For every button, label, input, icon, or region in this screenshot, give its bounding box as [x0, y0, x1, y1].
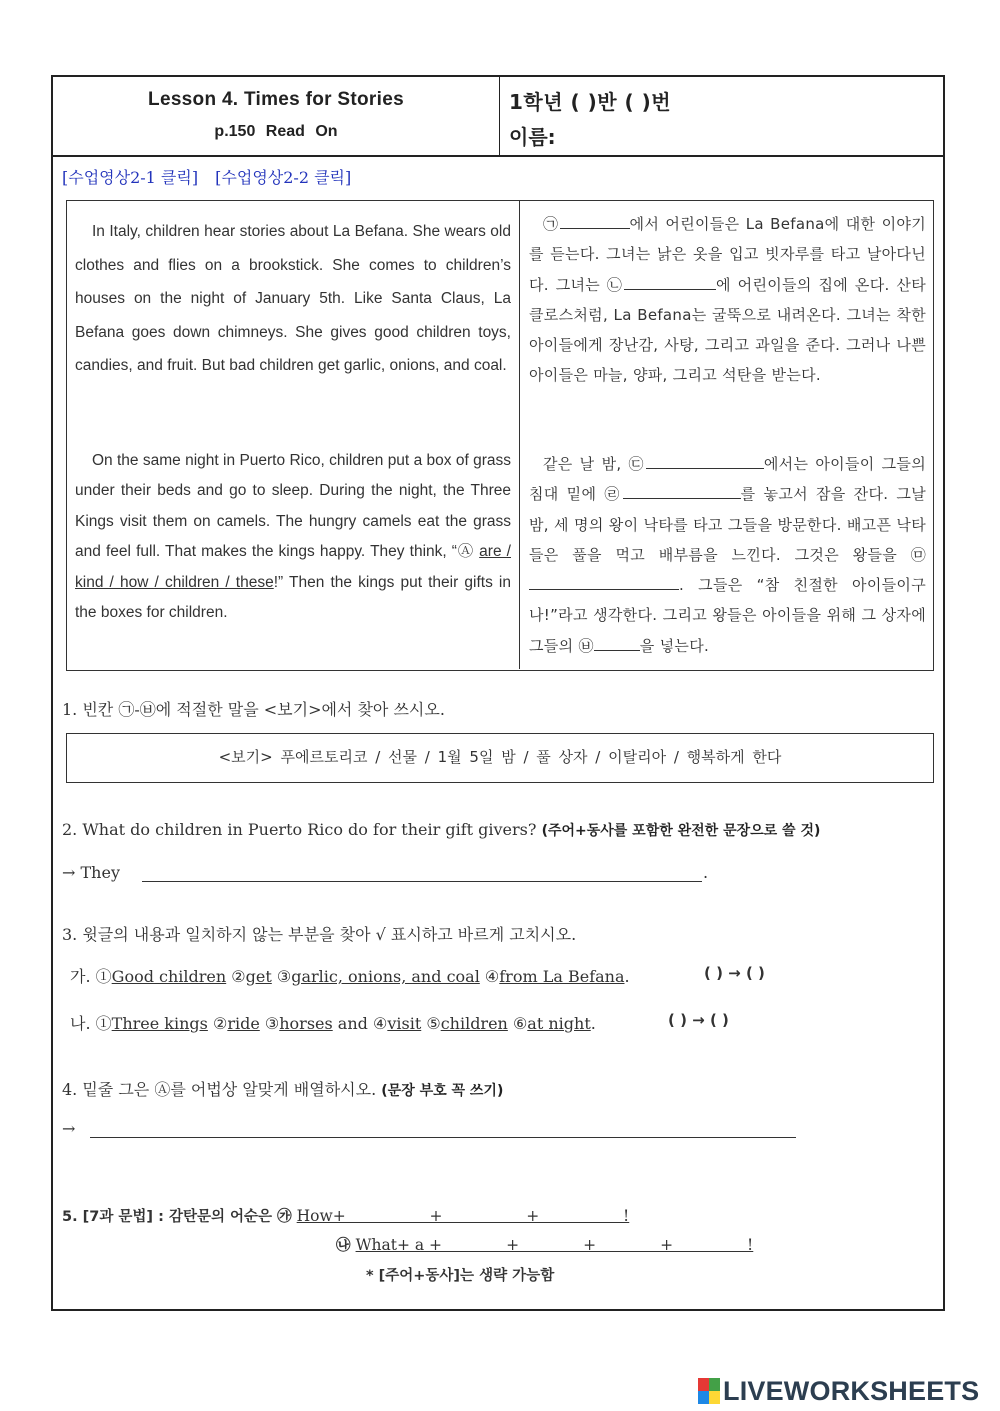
english-paragraph-2: On the same night in Puerto Rico, children put a box of grass under their beds and go to sleep. During the night, the Three Kings visit them on camels. The hungry camels eat the grass and feel full. That makes the kings happy. They think, “Ⓐ are / kind / how / children / these!” Then the kings put their gifts in the boxes for children.	[75, 452, 511, 622]
logo-square	[698, 1378, 709, 1391]
question-2-answer-line[interactable]	[142, 881, 702, 882]
blank-4[interactable]	[623, 483, 741, 499]
video-link-2-1[interactable]: [수업영상2-1 클릭]	[62, 168, 199, 187]
question-4-arrow: →	[62, 1119, 76, 1138]
worksheet	[51, 75, 945, 1311]
logo-square	[698, 1391, 709, 1404]
question-5: 5. [7과 문법] : 감탄문의 어순은 ㉮ How+ + + !	[62, 1207, 630, 1225]
student-info	[507, 77, 937, 155]
question-2-answer-prefix: → They	[62, 863, 120, 882]
question-5-note: * [주어+동사]는 생략 가능함	[366, 1268, 555, 1284]
option-na-5[interactable]: children	[440, 1014, 508, 1033]
reading-passage	[66, 200, 934, 671]
question-2-period: .	[703, 863, 709, 882]
lesson-page: p.150 Read On	[214, 123, 338, 140]
option-na-1[interactable]: Three kings	[111, 1014, 208, 1033]
question-4-answer-line[interactable]	[90, 1137, 796, 1138]
brand-name: LIVEWORKSHEETS	[723, 1375, 980, 1406]
column-divider	[519, 201, 520, 669]
student-name-field[interactable]: 이름:	[509, 125, 556, 149]
question-5-what: ㉯ What+ a + + + + !	[336, 1236, 754, 1254]
liveworksheets-brand[interactable]	[698, 1376, 979, 1406]
english-paragraph-1: In Italy, children hear stories about La Befana. She wears old clothes and flies on a brookstick. She comes to children’s houses on the night of January 5th. Like Santa Claus, La Befana goes down chimneys. She gives good children toys, candies, and fruit. But bad children get garlic, onions, and coal.	[75, 223, 511, 375]
option-ga-1[interactable]: Good children	[111, 967, 227, 986]
option-ga-4[interactable]: from La Befana	[499, 967, 625, 986]
question-1: 1. 빈칸 ㉠-㉥에 적절한 말을 <보기>에서 찾아 쓰시오.	[62, 700, 445, 719]
option-na-6[interactable]: at night	[527, 1014, 591, 1033]
option-ga-3[interactable]: garlic, onions, and coal	[291, 967, 480, 986]
blank-6[interactable]	[594, 635, 640, 651]
lesson-info	[53, 77, 500, 155]
video-links	[62, 165, 363, 188]
korean-paragraph-1: ㉠ 에서 어린이들은 La Befana에 대한 이야기를 듣는다. 그녀는 낡은 옷을 입고 빗자루를 타고 날아다닌다. 그녀는 ㉡ 에 어린이들의 집에 온다. 산타클로스처럼, La Befana는 굴뚝으로 내려온다. 그녀는 착한 아이들에게 장난감, 사탕, 그리고 과일을 준다. 그러나 나쁜 아이들은 마늘, 양파, 그리고 석탄을 받는다.	[529, 215, 926, 385]
blank-3[interactable]	[646, 453, 764, 469]
question-2-note: (주어+동사를 포함한 완전한 문장으로 쓸 것)	[541, 823, 821, 839]
question-3-na-answer[interactable]: ( ) → ( )	[668, 1011, 729, 1029]
blank-2[interactable]	[624, 274, 716, 290]
how-pattern[interactable]: How+ + + !	[296, 1207, 630, 1225]
question-3-na: 나. ①Three kings ②ride ③horses and ④visit ⑤children ⑥at night.	[70, 1014, 596, 1033]
korean-paragraph-2: 같은 날 밤, ㉢ 에서는 아이들이 그들의 침대 밑에 ㉣ 를 놓고서 잠을 잔다. 그날 밤, 세 명의 왕이 낙타를 타고 그들을 방문한다. 배고픈 낙타들은 풀을 먹고 배부름을 느낀다. 그것은 왕들을 ㉤. 그들은 “참 친절한 아이들이구나!”라고 생각한다. 그리고 왕들은 아이들을 위해 그 상자에 그들의 ㉥ 을 넣는다.	[529, 455, 927, 655]
word-bank: <보기> 푸에르토리코 / 선물 / 1월 5일 밤 / 풀 상자 / 이탈리아 / 행복하게 한다	[66, 733, 934, 783]
logo-square	[709, 1391, 720, 1404]
blank-5[interactable]	[529, 574, 679, 590]
question-3-ga: 가. ①Good children ②get ③garlic, onions, and coal ④from La Befana.	[70, 967, 630, 986]
lesson-title: Lesson 4. Times for Stories	[148, 89, 404, 110]
option-na-3[interactable]: horses	[279, 1014, 333, 1033]
class-number-field[interactable]: 1학년 ( )반 ( )번	[509, 90, 672, 114]
question-2: 2. What do children in Puerto Rico do for their gift givers? (주어+동사를 포함한 완전한 문장으로 쓸 것)	[62, 820, 821, 839]
option-ga-2[interactable]: get	[245, 967, 272, 986]
logo-square	[709, 1378, 720, 1391]
blank-1[interactable]	[560, 213, 630, 229]
video-link-2-2[interactable]: [수업영상2-2 클릭]	[215, 168, 352, 187]
worksheet-header	[53, 77, 943, 157]
underlined-phrase-a: are / kind / how / children / these	[75, 543, 511, 591]
question-4-note: (문장 부호 꼭 쓰기)	[381, 1083, 504, 1099]
liveworksheets-logo-icon	[698, 1378, 720, 1404]
question-3-ga-answer[interactable]: ( ) → ( )	[704, 964, 765, 982]
option-na-2[interactable]: ride	[227, 1014, 260, 1033]
what-pattern[interactable]: What+ a + + + + !	[355, 1236, 754, 1254]
question-3: 3. 윗글의 내용과 일치하지 않는 부분을 찾아 √ 표시하고 바르게 고치시오.	[62, 925, 577, 944]
question-4: 4. 밑줄 그은 Ⓐ를 어법상 알맞게 배열하시오. (문장 부호 꼭 쓰기)	[62, 1080, 504, 1099]
option-na-4[interactable]: visit	[387, 1014, 422, 1033]
